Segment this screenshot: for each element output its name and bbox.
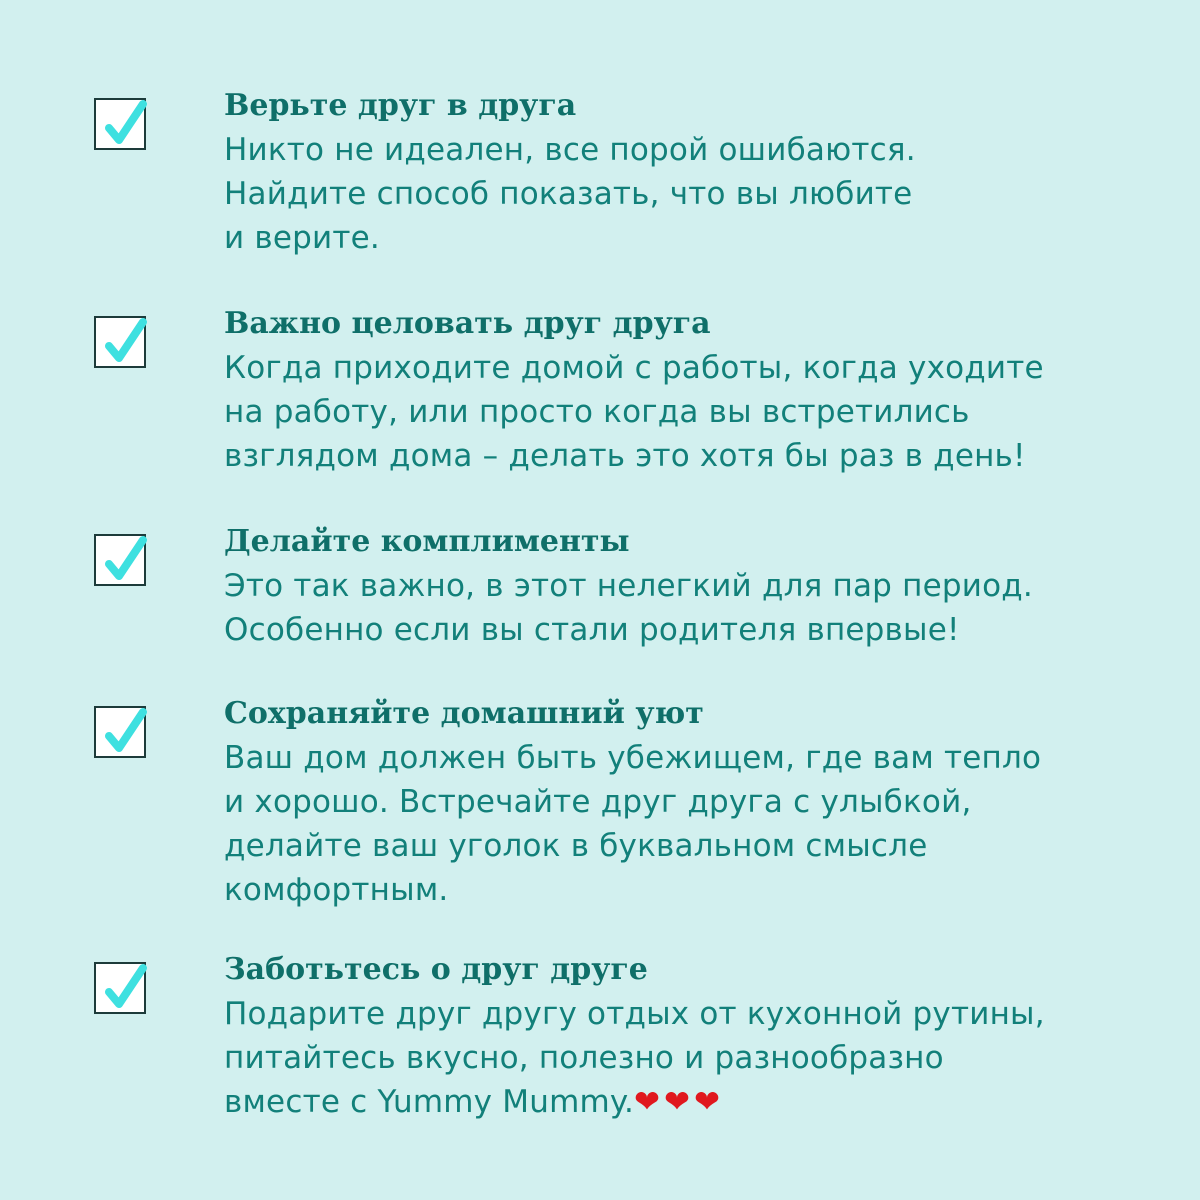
tip-line: Найдите способ показать, что вы любите <box>224 176 913 212</box>
checkbox[interactable] <box>94 962 146 1014</box>
tip-line: и верите. <box>224 220 380 256</box>
tip-line: на работу, или просто когда вы встретились <box>224 394 970 430</box>
tip-body <box>224 736 1144 912</box>
tip-line: Это так важно, в этот нелегкий для пар период. <box>224 568 1033 604</box>
checkbox[interactable] <box>94 534 146 586</box>
tip-line-with-hearts <box>224 1080 1144 1124</box>
tip-title: Верьте друг в друга <box>224 88 577 123</box>
tip-line: Никто не идеален, все порой ошибаются. <box>224 132 916 168</box>
checkmark-icon <box>95 702 155 762</box>
tip-body <box>224 346 1144 478</box>
tip-title: Важно целовать друг друга <box>224 306 711 341</box>
tip-body <box>224 564 1144 652</box>
tip-title: Сохраняйте домашний уют <box>224 696 704 731</box>
tip-line: Подарите друг другу отдых от кухонной рутины, <box>224 996 1045 1032</box>
tip-body <box>224 128 1144 260</box>
tip-line: делайте ваш уголок в буквальном смысле <box>224 828 928 864</box>
checkbox[interactable] <box>94 316 146 368</box>
tip-title: Делайте комплименты <box>224 524 630 559</box>
checkbox[interactable] <box>94 98 146 150</box>
tip-line: Ваш дом должен быть убежищем, где вам тепло <box>224 740 1042 776</box>
checkmark-icon <box>95 958 155 1018</box>
checkmark-icon <box>95 94 155 154</box>
tip-line: комфортным. <box>224 872 449 908</box>
checkmark-icon <box>95 312 155 372</box>
tip-title: Заботьтесь о друг друге <box>224 952 648 987</box>
heart-icon: ❤❤❤ <box>634 1084 724 1120</box>
tip-line: питайтесь вкусно, полезно и разнообразно <box>224 1040 944 1076</box>
tip-line: Особенно если вы стали родителя впервые! <box>224 612 960 648</box>
tip-line: Когда приходите домой с работы, когда уходите <box>224 350 1044 386</box>
tip-line: взглядом дома – делать это хотя бы раз в день! <box>224 438 1026 474</box>
tip-body <box>224 992 1144 1124</box>
checkbox[interactable] <box>94 706 146 758</box>
tip-line: вместе с Yummy Mummy. <box>224 1084 635 1120</box>
checkmark-icon <box>95 530 155 590</box>
tip-line: и хорошо. Встречайте друг друга с улыбкой, <box>224 784 972 820</box>
